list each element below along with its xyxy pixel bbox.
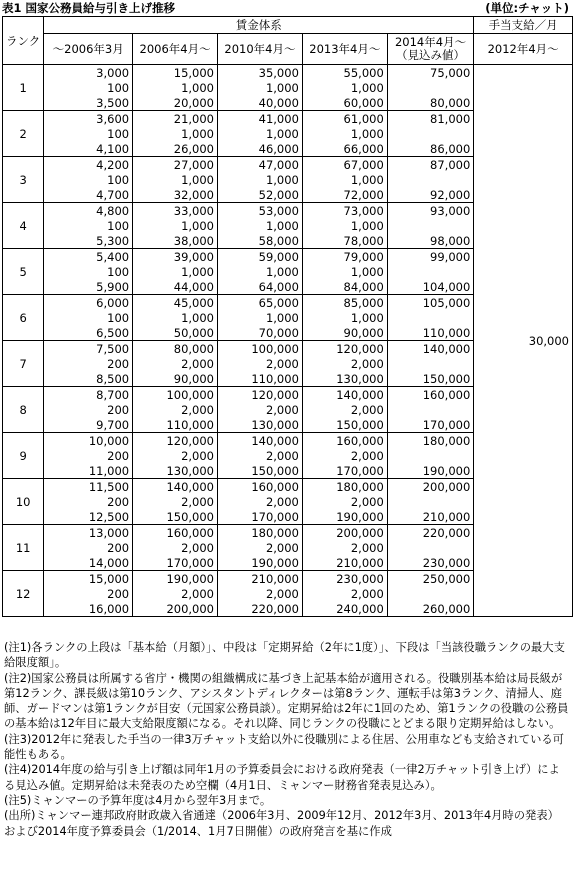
salary-cell: 50,000 [133, 325, 218, 341]
salary-cell: 2,000 [302, 586, 387, 601]
salary-cell: 230,000 [387, 555, 474, 571]
salary-cell: 5,400 [44, 249, 133, 265]
salary-cell: 1,000 [133, 218, 218, 233]
salary-cell: 87,000 [387, 157, 474, 173]
salary-cell: 46,000 [218, 141, 303, 157]
salary-cell: 130,000 [133, 463, 218, 479]
salary-cell: 150,000 [133, 509, 218, 525]
salary-cell: 90,000 [302, 325, 387, 341]
salary-cell: 21,000 [133, 111, 218, 127]
period-header: 2014年4月～ （見込み値） [387, 34, 474, 65]
salary-cell: 150,000 [218, 463, 303, 479]
rank-cell: 1 [3, 65, 44, 111]
salary-cell: 27,000 [133, 157, 218, 173]
salary-table [2, 16, 573, 617]
unit-label: (単位:チャット) [485, 1, 569, 15]
salary-cell: 20,000 [133, 95, 218, 111]
salary-cell: 140,000 [387, 341, 474, 357]
salary-cell: 200 [44, 494, 133, 509]
salary-cell: 11,000 [44, 463, 133, 479]
salary-cell: 15,000 [44, 571, 133, 587]
salary-cell: 100 [44, 80, 133, 95]
salary-cell: 160,000 [387, 387, 474, 403]
rank-cell: 3 [3, 157, 44, 203]
salary-cell: 2,000 [218, 586, 303, 601]
salary-cell: 220,000 [218, 601, 303, 617]
salary-cell: 81,000 [387, 111, 474, 127]
salary-cell: 140,000 [133, 479, 218, 495]
salary-cell: 13,000 [44, 525, 133, 541]
salary-cell: 100,000 [218, 341, 303, 357]
salary-cell [387, 402, 474, 417]
salary-cell [387, 126, 474, 141]
salary-cell: 58,000 [218, 233, 303, 249]
salary-cell: 220,000 [387, 525, 474, 541]
salary-cell: 200 [44, 540, 133, 555]
salary-cell: 160,000 [218, 479, 303, 495]
salary-cell: 2,000 [133, 586, 218, 601]
salary-cell: 240,000 [302, 601, 387, 617]
salary-cell: 2,000 [133, 448, 218, 463]
salary-cell: 32,000 [133, 187, 218, 203]
salary-cell: 2,000 [302, 402, 387, 417]
salary-cell: 47,000 [218, 157, 303, 173]
salary-cell: 35,000 [218, 65, 303, 81]
salary-cell: 130,000 [218, 417, 303, 433]
salary-cell: 2,000 [133, 402, 218, 417]
salary-cell: 190,000 [302, 509, 387, 525]
salary-cell: 190,000 [133, 571, 218, 587]
salary-cell [387, 494, 474, 509]
salary-cell: 4,100 [44, 141, 133, 157]
salary-cell: 86,000 [387, 141, 474, 157]
salary-cell: 110,000 [218, 371, 303, 387]
salary-cell: 250,000 [387, 571, 474, 587]
salary-cell: 66,000 [302, 141, 387, 157]
salary-cell: 160,000 [302, 433, 387, 449]
salary-cell: 170,000 [218, 509, 303, 525]
salary-cell: 8,500 [44, 371, 133, 387]
salary-cell: 73,000 [302, 203, 387, 219]
period-header: ～2006年3月 [44, 34, 133, 65]
allowance-period-header: 2012年4月～ [474, 34, 573, 65]
salary-cell: 170,000 [387, 417, 474, 433]
salary-cell: 200,000 [302, 525, 387, 541]
note-paragraph: (注5)ミャンマーの予算年度は4月から翌年3月まで。 [4, 793, 272, 807]
salary-cell: 105,000 [387, 295, 474, 311]
salary-cell: 1,000 [133, 310, 218, 325]
salary-cell: 14,000 [44, 555, 133, 571]
salary-cell: 6,000 [44, 295, 133, 311]
note-paragraph: (注3)2012年に発表した手当の一律3万チャット支給以外に役職別による住居、公用車なども支給されている可能性もある。 [4, 732, 564, 762]
salary-cell: 1,000 [302, 126, 387, 141]
salary-cell: 16,000 [44, 601, 133, 617]
salary-cell [387, 264, 474, 279]
period-header: 2006年4月～ [133, 34, 218, 65]
salary-cell: 1,000 [218, 310, 303, 325]
salary-cell: 160,000 [133, 525, 218, 541]
salary-cell: 5,900 [44, 279, 133, 295]
salary-cell: 170,000 [302, 463, 387, 479]
salary-cell: 2,000 [133, 494, 218, 509]
salary-cell: 3,500 [44, 95, 133, 111]
period-header: 2010年4月～ [218, 34, 303, 65]
salary-cell: 33,000 [133, 203, 218, 219]
salary-cell: 1,000 [133, 264, 218, 279]
salary-cell: 100 [44, 264, 133, 279]
salary-cell [387, 540, 474, 555]
salary-cell: 2,000 [218, 448, 303, 463]
salary-cell: 55,000 [302, 65, 387, 81]
salary-cell: 4,200 [44, 157, 133, 173]
salary-cell: 100,000 [133, 387, 218, 403]
salary-cell: 1,000 [302, 172, 387, 187]
salary-cell: 2,000 [302, 540, 387, 555]
table-title: 表1 国家公務員給与引き上げ推移 [2, 1, 176, 15]
salary-cell: 1,000 [302, 310, 387, 325]
salary-cell: 2,000 [218, 402, 303, 417]
notes [4, 640, 570, 839]
period-header: 2013年4月～ [302, 34, 387, 65]
salary-cell: 180,000 [302, 479, 387, 495]
salary-cell: 3,000 [44, 65, 133, 81]
salary-cell: 6,500 [44, 325, 133, 341]
salary-cell: 93,000 [387, 203, 474, 219]
rank-cell: 6 [3, 295, 44, 341]
salary-cell: 10,000 [44, 433, 133, 449]
salary-cell: 100 [44, 126, 133, 141]
salary-cell: 84,000 [302, 279, 387, 295]
rank-cell: 11 [3, 525, 44, 571]
salary-cell: 4,800 [44, 203, 133, 219]
salary-cell: 1,000 [302, 80, 387, 95]
salary-cell [387, 172, 474, 187]
rank-cell: 12 [3, 571, 44, 617]
salary-cell: 80,000 [387, 95, 474, 111]
salary-cell: 150,000 [302, 417, 387, 433]
salary-cell: 75,000 [387, 65, 474, 81]
salary-cell: 99,000 [387, 249, 474, 265]
salary-cell: 9,700 [44, 417, 133, 433]
salary-group-header: 賃金体系 [44, 17, 474, 34]
salary-cell: 12,500 [44, 509, 133, 525]
salary-cell: 210,000 [387, 509, 474, 525]
salary-cell: 53,000 [218, 203, 303, 219]
salary-cell: 200 [44, 586, 133, 601]
salary-cell: 104,000 [387, 279, 474, 295]
salary-cell: 210,000 [302, 555, 387, 571]
salary-cell: 190,000 [218, 555, 303, 571]
rank-cell: 9 [3, 433, 44, 479]
salary-cell: 1,000 [133, 172, 218, 187]
salary-cell: 3,600 [44, 111, 133, 127]
salary-cell [387, 80, 474, 95]
note-paragraph: (出所)ミャンマー連邦政府財政歳入省通達（2006年3月、2009年12月、2012年3月、2013年4月時の発表）および2014年度予算委員会（1/2014、1月7日開催）の政府発言を基に作成 [4, 809, 559, 838]
salary-cell: 7,500 [44, 341, 133, 357]
salary-cell: 1,000 [218, 218, 303, 233]
salary-cell: 90,000 [133, 371, 218, 387]
salary-cell: 200,000 [387, 479, 474, 495]
salary-cell: 38,000 [133, 233, 218, 249]
note-paragraph: (注1)各ランクの上段は「基本給（月額）」、中段は「定期昇給（2年に1度）」、下段は「当該役職ランクの最大支給限度額」。 [4, 641, 565, 670]
salary-cell: 92,000 [387, 187, 474, 203]
salary-cell: 79,000 [302, 249, 387, 265]
rank-cell: 10 [3, 479, 44, 525]
salary-cell: 8,700 [44, 387, 133, 403]
salary-cell: 200 [44, 448, 133, 463]
salary-cell: 100 [44, 172, 133, 187]
salary-cell: 11,500 [44, 479, 133, 495]
salary-cell: 60,000 [302, 95, 387, 111]
salary-cell: 230,000 [302, 571, 387, 587]
salary-cell: 44,000 [133, 279, 218, 295]
salary-cell: 2,000 [133, 356, 218, 371]
allowance-cell: 30,000 [474, 65, 573, 617]
salary-cell: 120,000 [218, 387, 303, 403]
salary-cell: 100 [44, 310, 133, 325]
salary-cell: 70,000 [218, 325, 303, 341]
note-paragraph: (注4)2014年度の給与引き上げ額は同年1月の予算委員会における政府発表（一律2万チャット引き上げ）による見込み値。定期昇給は未発表のため空欄（4月1日、ミャンマー財務省発表見込み）。 [4, 763, 560, 792]
salary-cell: 80,000 [133, 341, 218, 357]
salary-cell: 26,000 [133, 141, 218, 157]
salary-cell: 180,000 [387, 433, 474, 449]
salary-cell: 1,000 [218, 264, 303, 279]
salary-cell: 1,000 [302, 264, 387, 279]
salary-cell: 200 [44, 356, 133, 371]
salary-cell: 2,000 [218, 356, 303, 371]
rank-cell: 5 [3, 249, 44, 295]
salary-cell [387, 448, 474, 463]
salary-cell: 100 [44, 218, 133, 233]
salary-cell: 140,000 [218, 433, 303, 449]
rank-cell: 4 [3, 203, 44, 249]
salary-cell: 2,000 [218, 494, 303, 509]
salary-cell: 40,000 [218, 95, 303, 111]
salary-cell: 1,000 [218, 126, 303, 141]
salary-cell: 59,000 [218, 249, 303, 265]
salary-cell: 1,000 [133, 80, 218, 95]
salary-cell: 45,000 [133, 295, 218, 311]
salary-cell [387, 356, 474, 371]
salary-cell [387, 310, 474, 325]
salary-cell: 140,000 [302, 387, 387, 403]
salary-cell: 1,000 [218, 80, 303, 95]
salary-cell: 110,000 [133, 417, 218, 433]
salary-cell: 1,000 [133, 126, 218, 141]
salary-cell: 200 [44, 402, 133, 417]
salary-cell: 190,000 [387, 463, 474, 479]
salary-cell: 52,000 [218, 187, 303, 203]
salary-cell: 1,000 [218, 172, 303, 187]
salary-cell: 41,000 [218, 111, 303, 127]
salary-cell: 65,000 [218, 295, 303, 311]
salary-cell: 110,000 [387, 325, 474, 341]
rank-cell: 2 [3, 111, 44, 157]
note-paragraph: (注2)国家公務員は所属する省庁・機関の組織構成に基づき上記基本給が適用される。役職別基本給は局長級が第12ランク、課長級は第10ランク、アシスタントディレクターは第8ランク、運転手は第3ランク、清掃人、庭師、ガードマンは第1ランクが目安（元国家公務員談）。定期昇給は2年に1回のため、第1ランクの役職の公務員の基本給は12年目に最大支給限度額になる。それ以降、同じランクの役職にとどまる限り定期昇給はしない。 [4, 671, 569, 731]
salary-cell: 85,000 [302, 295, 387, 311]
table-row [3, 65, 573, 81]
salary-cell: 2,000 [133, 540, 218, 555]
salary-cell: 1,000 [302, 218, 387, 233]
salary-cell: 130,000 [302, 371, 387, 387]
salary-cell: 64,000 [218, 279, 303, 295]
allowance-group-header: 手当支給／月 [474, 17, 573, 34]
salary-cell: 72,000 [302, 187, 387, 203]
salary-cell: 15,000 [133, 65, 218, 81]
table-body [3, 65, 573, 617]
salary-cell: 260,000 [387, 601, 474, 617]
salary-cell: 120,000 [133, 433, 218, 449]
salary-cell: 170,000 [133, 555, 218, 571]
salary-cell: 2,000 [302, 448, 387, 463]
salary-cell: 120,000 [302, 341, 387, 357]
salary-cell: 4,700 [44, 187, 133, 203]
salary-cell: 78,000 [302, 233, 387, 249]
salary-cell: 200,000 [133, 601, 218, 617]
salary-cell: 5,300 [44, 233, 133, 249]
salary-cell: 2,000 [218, 540, 303, 555]
salary-cell: 39,000 [133, 249, 218, 265]
salary-cell: 2,000 [302, 494, 387, 509]
salary-cell [387, 586, 474, 601]
salary-cell: 210,000 [218, 571, 303, 587]
salary-cell: 2,000 [302, 356, 387, 371]
rank-header: ランク [3, 17, 44, 65]
salary-cell: 98,000 [387, 233, 474, 249]
salary-cell: 180,000 [218, 525, 303, 541]
salary-cell: 61,000 [302, 111, 387, 127]
salary-cell: 67,000 [302, 157, 387, 173]
salary-cell [387, 218, 474, 233]
salary-cell: 150,000 [387, 371, 474, 387]
rank-cell: 7 [3, 341, 44, 387]
rank-cell: 8 [3, 387, 44, 433]
